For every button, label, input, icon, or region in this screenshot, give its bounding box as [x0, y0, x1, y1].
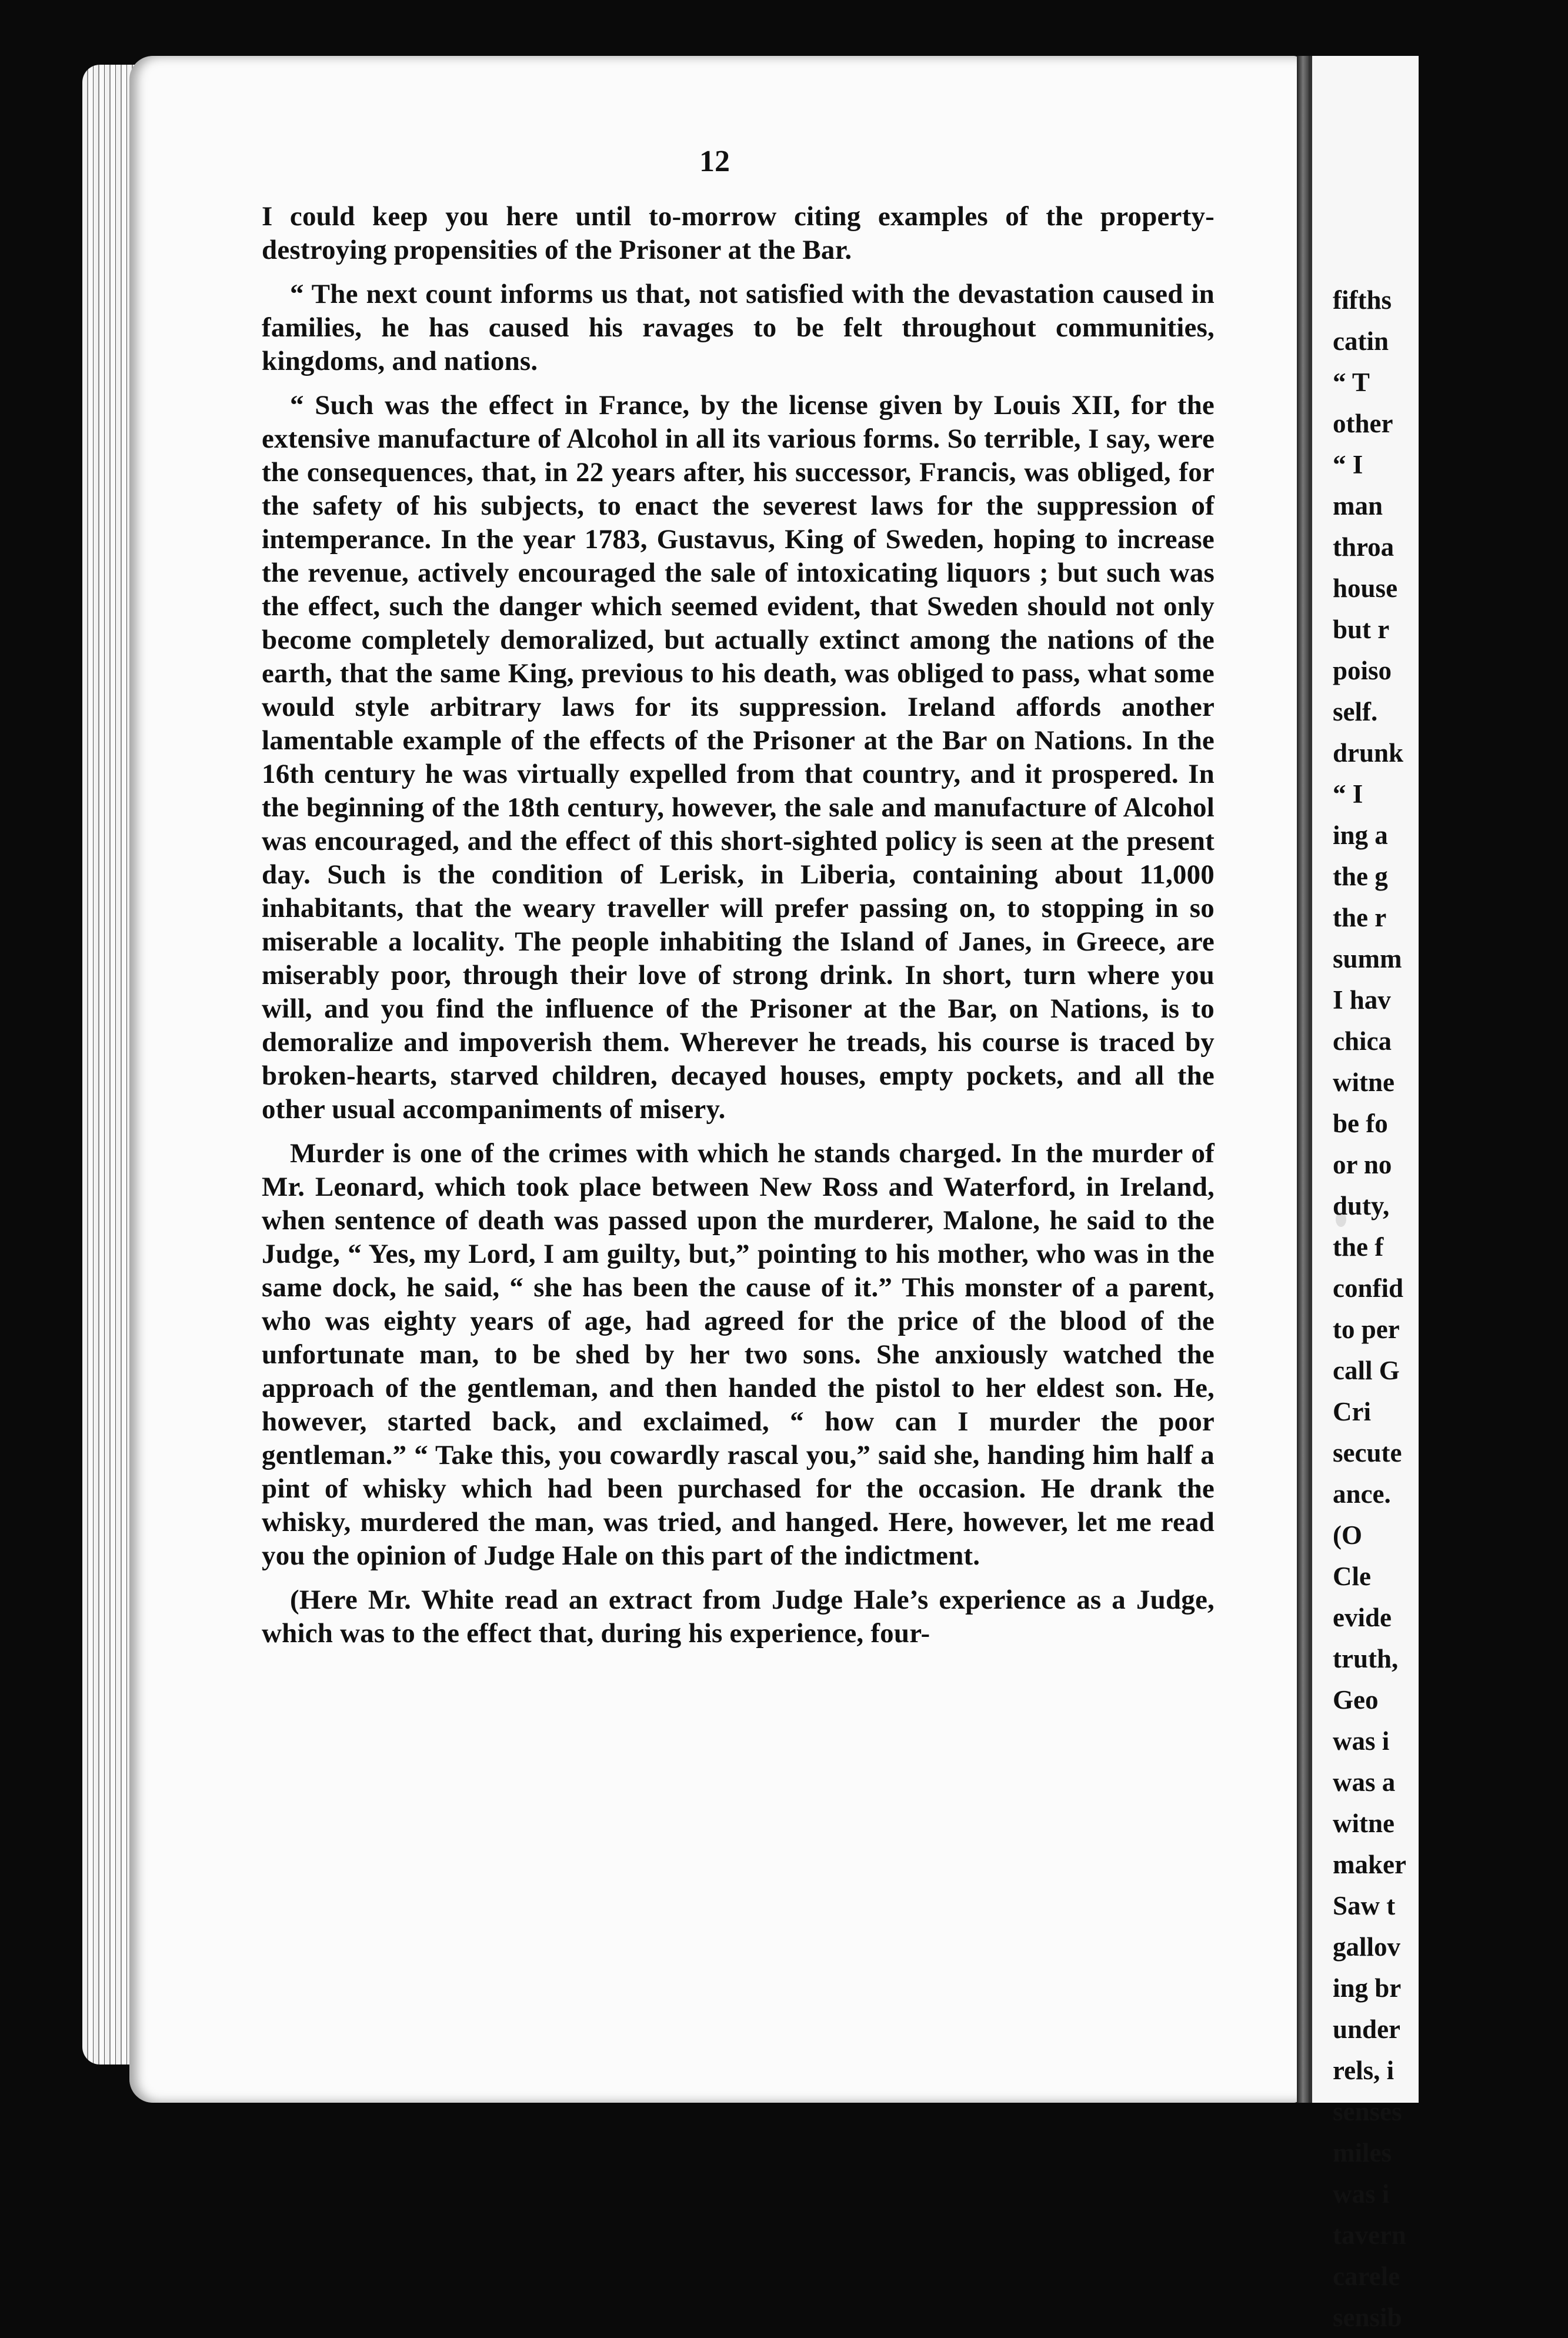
facing-page-line: gallov — [1333, 1932, 1401, 1962]
facing-page-line: self. — [1333, 697, 1378, 726]
facing-page-line: poiso — [1333, 656, 1392, 685]
facing-page-line: miles — [1333, 2138, 1392, 2167]
book-page — [129, 56, 1300, 2103]
facing-page-line: Saw t — [1333, 1891, 1396, 1920]
facing-page-line: catin — [1333, 326, 1389, 356]
facing-page-line: call G — [1333, 1356, 1400, 1385]
facing-page-fragment — [1309, 56, 1419, 2332]
facing-page-line: rels, i — [1333, 2056, 1394, 2085]
facing-page-line: be fo — [1333, 1109, 1388, 1138]
paragraph: Murder is one of the crimes with which he stands charged. In the murder of Mr. Leonard, which took place between New Ross and Waterford, in Ireland, when sentence of death was passed upon the murderer, Malone, he said to the Judge, “ Yes, my Lord, I am guilty, but,” pointing to his mother, who was in the same dock, he said, “ she has been the cause of it.” This monster of a parent, who was eighty years of age, had agreed for the price of the blood of the unfortunate man, to be shed by her two sons. She anxiously watched the approach of the gentleman, and then handed the pistol to her eldest son. He, however, started back, and exclaimed, “ how can I murder the poor gentleman.” “ Take this, you cowardly rascal you,” said she, handing him half a pint of whisky which had been purchased for the occasion. He drank the whisky, murdered the man, was tried, and hanged. Here, however, let me read you the opinion of Judge Hale on this part of the indictment. — [262, 1138, 1215, 1571]
facing-page-line: house — [1333, 573, 1398, 603]
paragraph: (Here Mr. White read an extract from Judge Hale’s experience as a Judge, which was to the effect that, during his experience, four- — [262, 1585, 1215, 1649]
facing-page-line: was i — [1333, 2179, 1390, 2209]
page-body — [262, 200, 1215, 1661]
facing-page-line: the g — [1333, 862, 1388, 891]
facing-page-line: evide — [1333, 1603, 1392, 1632]
facing-page-line: other — [1333, 409, 1393, 438]
facing-page-line: carele — [1333, 2262, 1400, 2291]
facing-page-line: tavern — [1333, 2220, 1406, 2250]
facing-page-line: but r — [1333, 615, 1390, 644]
facing-page-text — [1333, 279, 1568, 2338]
facing-page-line: I hav — [1333, 985, 1391, 1015]
facing-page-line: man — [1333, 491, 1383, 521]
facing-page-line: maker — [1333, 1850, 1406, 1879]
page-number: 12 — [699, 145, 730, 178]
facing-page-line: truth, — [1333, 1644, 1399, 1673]
facing-page-line: “ I — [1333, 450, 1363, 479]
paragraph: I could keep you here until to-morrow citing examples of the property-destroying propensities of the Prisoner at the Bar. — [262, 201, 1215, 265]
facing-page-line: (O — [1333, 1520, 1362, 1550]
facing-page-line: Geo — [1333, 1685, 1379, 1715]
facing-page-line: drunk — [1333, 738, 1404, 768]
facing-page-line: “ I — [1333, 779, 1363, 809]
facing-page-line: the r — [1333, 903, 1387, 932]
facing-page-line: under — [1333, 2015, 1401, 2044]
facing-page-line: Cle — [1333, 1562, 1371, 1591]
facing-page-line: “ T — [1333, 368, 1370, 397]
facing-page-line: the f — [1333, 1232, 1384, 1262]
facing-page-line: fifths — [1333, 285, 1392, 315]
facing-page-line: chica — [1333, 1026, 1392, 1056]
facing-page-line: throa — [1333, 532, 1394, 562]
facing-page-line: summ — [1333, 944, 1402, 973]
facing-page-line: secute — [1333, 1438, 1402, 1467]
facing-page-line: witne — [1333, 1068, 1394, 1097]
facing-page-line: ance. — [1333, 1479, 1391, 1509]
facing-page-line: senses — [1333, 2097, 1402, 2126]
paragraph: “ Such was the effect in France, by the license given by Louis XII, for the extensive manufacture of Alcohol in all its various forms. So terrible, I say, were the consequences, that, in 22 years after, his successor, Francis, was obliged, for the safety of his subjects, to enact the severest laws for the suppression of intemperance. In the year 1783, Gustavus, King of Sweden, hoping to increase the revenue, actively encouraged the sale of intoxicating liquors ; but such was the effect, such the danger which seemed evident, that Sweden should not only become completely demoralized, but actually extinct among the nations of the earth, that the same King, previous to his death, was obliged to pass, what some would style arbitrary laws for its suppression. Ireland affords another lamentable example of the effects of the Prisoner at the Bar on Nations. In the 16th century he was virtually expelled from that country, and it prospered. In the beginning of the 18th century, however, the sale and manufacture of Alcohol was encouraged, and the effect of this short-sighted policy is seen at the present day. Such is the condition of Lerisk, in Liberia, containing about 11,000 inhabitants, that the weary traveller will prefer passing on, to stopping in so miserable a locality. The people inhabiting the Island of Janes, in Greece, are miserably poor, through their love of strong drink. In short, turn where you will, and you find the influence of the Prisoner at the Bar, on Nations, is to demoralize and impoverish them. Wherever he treads, his course is traced by broken-hearts, starved children, decayed houses, empty pockets, and all the other usual accompaniments of misery. — [262, 390, 1215, 1125]
facing-page-line: Cri — [1333, 1397, 1371, 1426]
facing-page-line: witne — [1333, 1809, 1394, 1838]
facing-page-line: was a — [1333, 1767, 1396, 1797]
facing-page-line: sensib — [1333, 2303, 1402, 2332]
facing-page-line: duty, — [1333, 1191, 1390, 1220]
facing-page-line: ing br — [1333, 1973, 1402, 2003]
facing-page-line: ing a — [1333, 821, 1388, 850]
facing-page-line: or no — [1333, 1150, 1392, 1179]
facing-page-line: to per — [1333, 1315, 1400, 1344]
facing-page-line: was i — [1333, 1726, 1390, 1756]
facing-page-line: confid — [1333, 1273, 1404, 1303]
paragraph: “ The next count informs us that, not satisfied with the devastation caused in families, he has caused his ravages to be felt throughout communities, kingdoms, and nations. — [262, 279, 1215, 376]
